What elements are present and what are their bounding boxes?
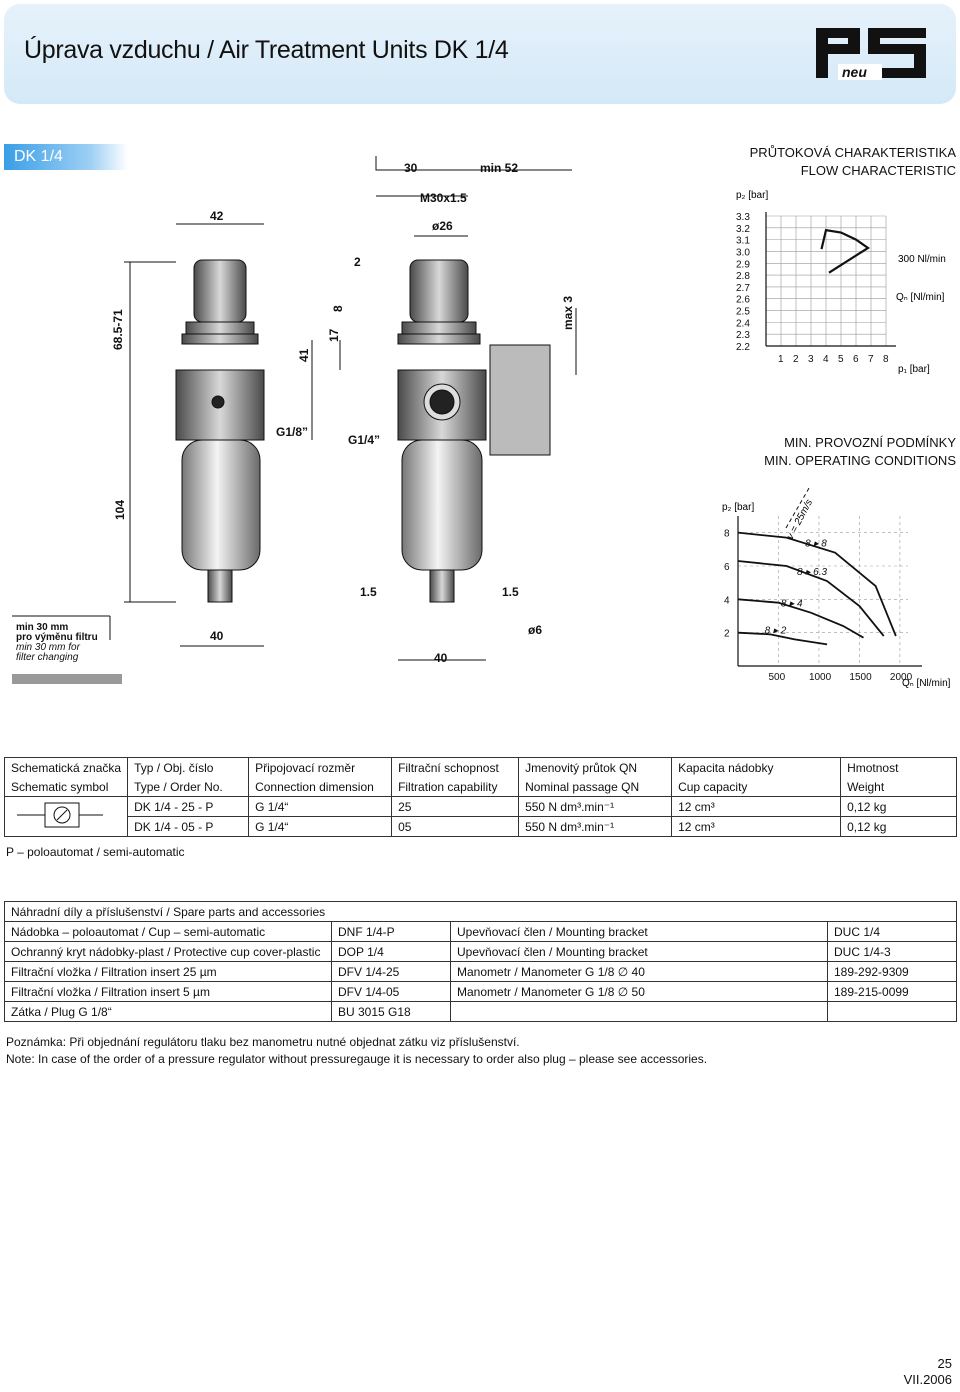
th-symbol-cz: Schematická značka xyxy=(5,758,128,778)
row2-weight: 0,12 kg xyxy=(841,817,957,837)
y-tick-label: 2.6 xyxy=(736,294,750,306)
x-tick-label: 3 xyxy=(808,354,814,365)
acc-r3-c2: DFV 1/4-25 xyxy=(332,962,451,982)
acc-r2-c2: DOP 1/4 xyxy=(332,942,451,962)
dim-1-5-b: 1.5 xyxy=(502,585,519,599)
acc-r5-c1: Zátka / Plug G 1/8“ xyxy=(5,1002,332,1022)
y-tick-label: 2.9 xyxy=(736,259,750,271)
dim-30: 30 xyxy=(404,161,418,175)
row1-filt: 25 xyxy=(392,797,519,817)
dim-max3: max 3 xyxy=(561,295,575,330)
acc-r1-c4: DUC 1/4 xyxy=(828,922,957,942)
table-row xyxy=(5,1002,957,1022)
flow-y-label: p₂ [bar] xyxy=(736,190,769,201)
th-flow-cz: Jmenovitý průtok QN xyxy=(519,758,672,778)
table-row xyxy=(5,962,957,982)
x-tick-label: 500 xyxy=(768,672,786,683)
th-filt-cz: Filtrační schopnost xyxy=(392,758,519,778)
th-symbol-en: Schematic symbol xyxy=(5,777,128,797)
acc-r1-c1: Nádobka – poloautomat / Cup – semi-automatic xyxy=(5,922,332,942)
accessories-heading-row xyxy=(5,902,957,922)
y-tick-label: 2.4 xyxy=(736,318,750,330)
acc-r2-c4: DUC 1/4-3 xyxy=(828,942,957,962)
accessories-table xyxy=(4,901,957,1022)
th-conn-cz: Připojovací rozměr xyxy=(249,758,392,778)
op-y-label: p₂ [bar] xyxy=(722,502,755,513)
flow-qn-label: Qₙ [Nl/min] xyxy=(896,292,945,303)
accessories-heading: Náhradní díly a příslušenství / Spare parts and accessories xyxy=(5,902,957,922)
th-filt-en: Filtration capability xyxy=(392,777,519,797)
section-tag: DK 1/4 xyxy=(4,144,128,170)
flow-chart-title: PRŮTOKOVÁ CHARAKTERISTIKA FLOW CHARACTERISTIC xyxy=(749,145,956,178)
acc-r5-c4 xyxy=(828,1002,957,1022)
table-row xyxy=(5,982,957,1002)
op-curve-label: 8 ▸ 8 xyxy=(805,538,827,550)
dim-thread: M30x1.5 xyxy=(420,191,467,205)
acc-r3-c1: Filtrační vložka / Filtration insert 25 µm xyxy=(5,962,332,982)
op-v-label: v = 25m/s xyxy=(784,497,816,542)
y-tick-label: 2.5 xyxy=(736,306,750,318)
acc-r3-c4: 189-292-9309 xyxy=(828,962,957,982)
acc-r1-c3: Upevňovací člen / Mounting bracket xyxy=(451,922,828,942)
dim-2: 2 xyxy=(354,255,361,269)
op-curve-label: 8 ▸ 2 xyxy=(764,625,787,637)
op-x-label: Qₙ [Nl/min] xyxy=(902,678,951,689)
note-cz: Poznámka: Při objednání regulátoru tlaku bez manometru nutné objednat zátku viz příslušenství. xyxy=(6,1035,520,1049)
page-number: 25 xyxy=(937,1356,952,1371)
acc-r2-c3: Upevňovací člen / Mounting bracket xyxy=(451,942,828,962)
y-tick-label: 6 xyxy=(724,562,730,573)
port-g14: G1/4” xyxy=(348,433,381,447)
y-tick-label: 3.2 xyxy=(736,223,750,235)
x-tick-label: 1 xyxy=(778,354,784,365)
acc-r4-c4: 189-215-0099 xyxy=(828,982,957,1002)
row2-filt: 05 xyxy=(392,817,519,837)
table-row xyxy=(5,942,957,962)
dim-40-a: 40 xyxy=(210,629,224,643)
row1-cup: 12 cm³ xyxy=(672,797,841,817)
dim-41: 41 xyxy=(297,348,311,362)
acc-r4-c2: DFV 1/4-05 xyxy=(332,982,451,1002)
row2-type: DK 1/4 - 05 - P xyxy=(128,817,249,837)
dim-height: 68.5-71 xyxy=(111,309,125,350)
page-title: Úprava vzduchu / Air Treatment Units DK 1/4 xyxy=(24,36,509,64)
acc-r1-c2: DNF 1/4-P xyxy=(332,922,451,942)
table-row xyxy=(5,817,957,837)
y-tick-label: 4 xyxy=(724,595,730,607)
dim-40-b: 40 xyxy=(434,651,448,665)
flow-x-label: p₁ [bar] xyxy=(898,364,930,375)
th-weight-cz: Hmotnost xyxy=(841,758,957,778)
y-tick-label: 3.1 xyxy=(736,235,750,247)
product-table-header-cz xyxy=(5,758,957,778)
product-table-header-en xyxy=(5,777,957,797)
x-tick-label: 1000 xyxy=(808,672,832,683)
x-tick-label: 2 xyxy=(793,354,799,365)
issue-date: VII.2006 xyxy=(903,1372,952,1387)
op-chart-title: MIN. PROVOZNÍ PODMÍNKY MIN. OPERATING CONDITIONS xyxy=(764,435,956,468)
maint-cz-2: pro výměnu filtru xyxy=(16,632,98,643)
row1-type: DK 1/4 - 25 - P xyxy=(128,797,249,817)
page-footer xyxy=(904,1356,952,1388)
table-row xyxy=(5,922,957,942)
table-row xyxy=(5,797,957,817)
x-tick-label: 8 xyxy=(883,354,889,365)
y-tick-label: 2.7 xyxy=(736,282,750,294)
dim-26: ø26 xyxy=(432,219,453,233)
op-curve-label: 8 ▸ 6.3 xyxy=(797,567,828,578)
acc-r5-c2: BU 3015 G18 xyxy=(332,1002,451,1022)
th-weight-en: Weight xyxy=(841,777,957,797)
th-type-en: Type / Order No. xyxy=(128,777,249,797)
order-notes xyxy=(6,1034,707,1068)
maint-cz-1: min 30 mm xyxy=(16,622,69,633)
dim-104: 104 xyxy=(113,499,127,520)
flow-chart xyxy=(730,186,960,378)
acc-r2-c1: Ochranný kryt nádobky-plast / Protective cup cover-plastic xyxy=(5,942,332,962)
x-tick-label: 6 xyxy=(853,354,859,365)
port-g18: G1/8” xyxy=(276,425,309,439)
row1-flow: 550 N dm³.min⁻¹ xyxy=(519,797,672,817)
maint-en-1: min 30 mm for xyxy=(16,642,80,653)
dim-6: ø6 xyxy=(528,623,543,637)
x-tick-label: 5 xyxy=(838,354,844,365)
op-curve-label: 8 ▸ 4 xyxy=(780,598,803,610)
th-cup-en: Cup capacity xyxy=(672,777,841,797)
schematic-symbol-cell xyxy=(5,797,128,837)
row2-cup: 12 cm³ xyxy=(672,817,841,837)
schematic-symbol-icon xyxy=(11,798,107,832)
dim-17: 17 xyxy=(327,328,341,342)
x-tick-label: 1500 xyxy=(849,672,872,683)
y-tick-label: 2.8 xyxy=(736,271,750,283)
y-tick-label: 3.0 xyxy=(736,247,750,259)
x-tick-label: 7 xyxy=(868,354,874,365)
floor-hatch xyxy=(12,674,122,684)
y-tick-label: 8 xyxy=(724,528,730,540)
acc-r5-c3 xyxy=(451,1002,828,1022)
acc-r4-c1: Filtrační vložka / Filtration insert 5 µm xyxy=(5,982,332,1002)
acc-r4-c3: Manometr / Manometer G 1/8 ∅ 50 xyxy=(451,982,828,1002)
dim-42: 42 xyxy=(210,209,224,223)
row1-conn: G 1/4“ xyxy=(249,797,392,817)
th-cup-cz: Kapacita nádobky xyxy=(672,758,841,778)
acc-r3-c3: Manometr / Manometer G 1/8 ∅ 40 xyxy=(451,962,828,982)
note-en: Note: In case of the order of a pressure regulator without pressuregauge it is necessary to order also plug – please see accessories. xyxy=(6,1052,708,1066)
op-chart xyxy=(716,486,956,692)
ps-neu-logo xyxy=(812,24,932,82)
svg-text:neu: neu xyxy=(842,64,867,80)
row2-conn: G 1/4“ xyxy=(249,817,392,837)
product-table xyxy=(4,757,957,837)
th-conn-en: Connection dimension xyxy=(249,777,392,797)
row1-weight: 0,12 kg xyxy=(841,797,957,817)
dim-8: 8 xyxy=(331,305,345,312)
maint-en-2: filter changing xyxy=(16,652,79,663)
y-tick-label: 2.2 xyxy=(736,342,750,353)
row2-flow: 550 N dm³.min⁻¹ xyxy=(519,817,672,837)
dim-1-5-a: 1.5 xyxy=(360,585,377,599)
y-tick-label: 2.3 xyxy=(736,330,750,342)
x-tick-label: 4 xyxy=(823,354,829,365)
th-flow-en: Nominal passage QN xyxy=(519,777,672,797)
flow-curve-label: 300 Nl/min xyxy=(898,254,946,265)
semi-automatic-note: P – poloautomat / semi-automatic xyxy=(6,845,185,859)
y-tick-label: 2 xyxy=(724,628,730,640)
th-type-cz: Typ / Obj. číslo xyxy=(128,758,249,778)
y-tick-label: 3.3 xyxy=(736,212,750,223)
x-tick-label: 2000 xyxy=(889,672,913,683)
dim-min52: min 52 xyxy=(480,161,519,175)
